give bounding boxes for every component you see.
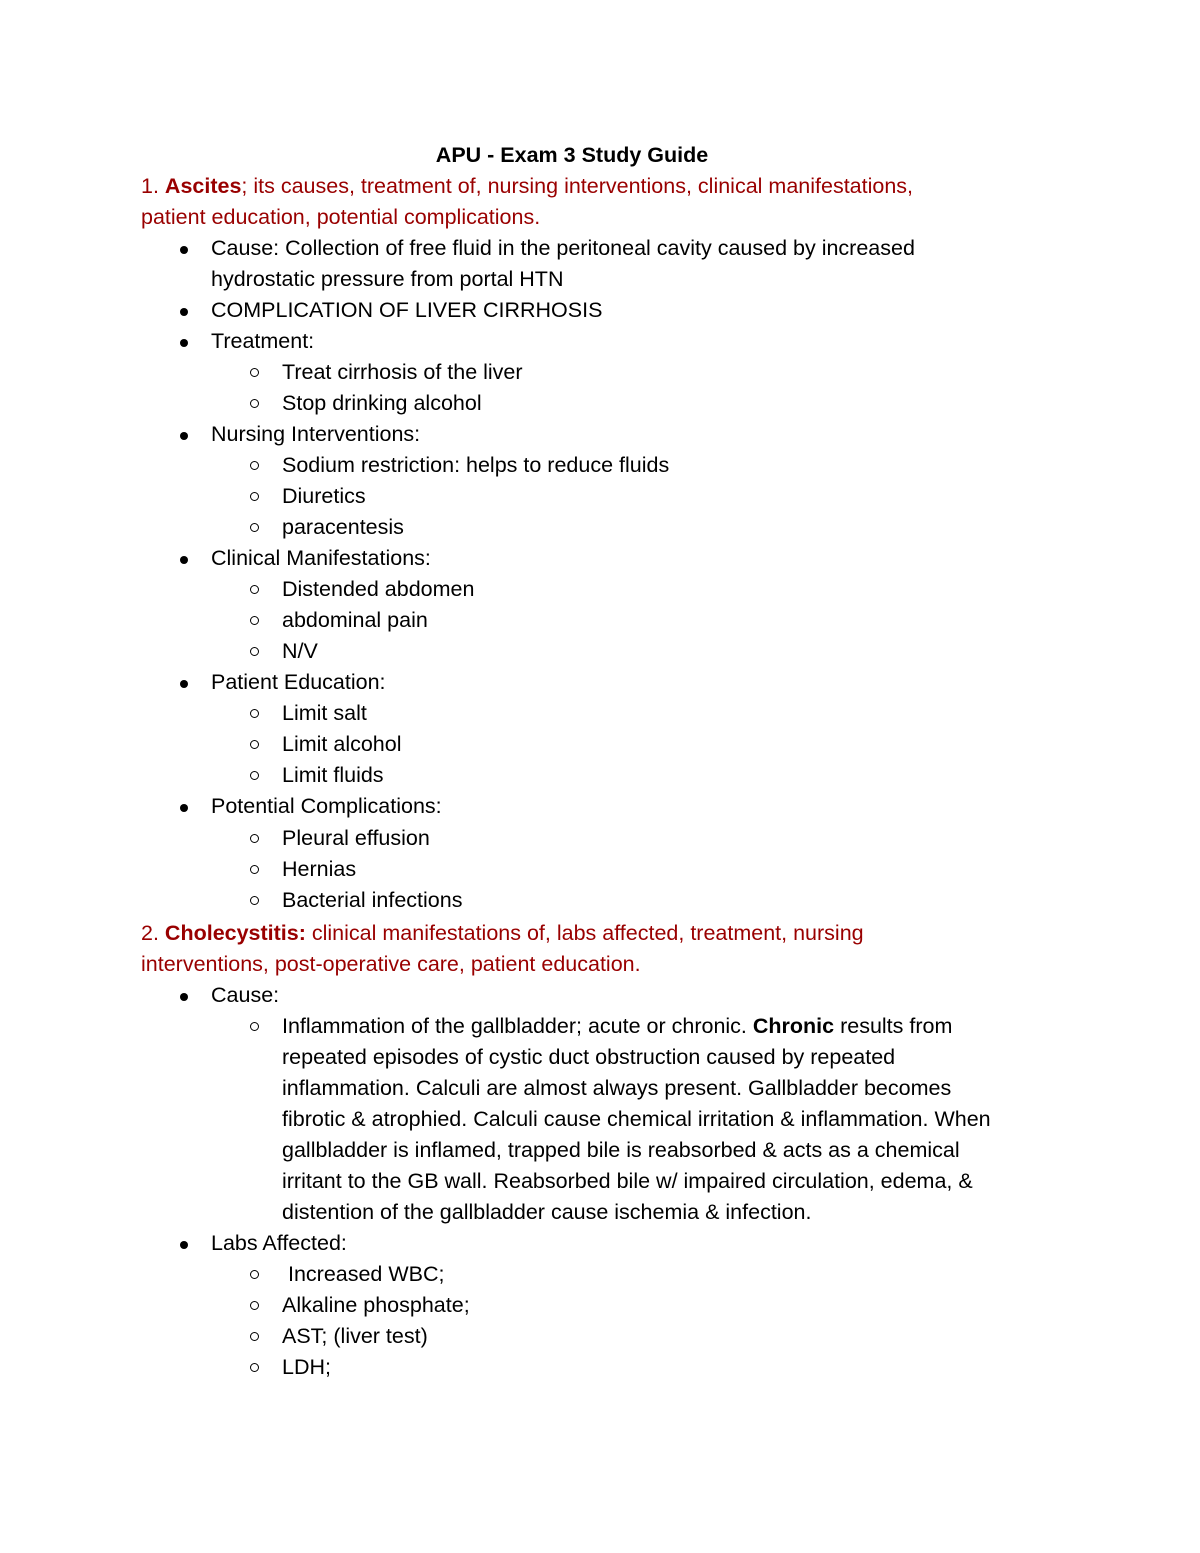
list-item: AST; (liver test) xyxy=(282,1324,428,1348)
circle-bullet-icon xyxy=(250,896,259,905)
list-item: Sodium restriction: helps to reduce fluids xyxy=(282,453,670,477)
s2-cause-bold: Chronic xyxy=(752,1014,835,1038)
circle-bullet-icon xyxy=(250,865,259,874)
s1-clinical-label: Clinical Manifestations: xyxy=(211,546,431,570)
s2-cause-line: repeated episodes of cystic duct obstruction caused by repeated xyxy=(282,1045,896,1069)
circle-bullet-icon xyxy=(250,1363,259,1372)
list-item: Increased WBC; xyxy=(282,1262,445,1286)
section2-heading xyxy=(141,918,864,949)
section1-heading xyxy=(141,171,913,202)
circle-bullet-icon xyxy=(250,1332,259,1341)
list-item: Limit salt xyxy=(282,701,367,725)
s2-cause-label: Cause: xyxy=(211,983,280,1007)
s1-cause-line1: Cause: Collection of free fluid in the peritoneal cavity caused by increased xyxy=(211,236,915,260)
s1-treatment-label: Treatment: xyxy=(211,329,315,353)
s1-education-label: Patient Education: xyxy=(211,670,386,694)
circle-bullet-icon xyxy=(250,461,259,470)
s2-cause-line: gallbladder is inflamed, trapped bile is reabsorbed & acts as a chemical xyxy=(282,1138,960,1162)
circle-bullet-icon xyxy=(250,585,259,594)
bullet-icon xyxy=(180,246,188,254)
list-item: Hernias xyxy=(282,857,357,881)
s2-cause-line: inflammation. Calculi are almost always present. Gallbladder becomes xyxy=(282,1076,952,1100)
bullet-icon xyxy=(180,339,188,347)
s2-cause-text-start: Inflammation of the gallbladder; acute or chronic. xyxy=(282,1014,753,1038)
s2-cause-line: distention of the gallbladder cause ischemia & infection. xyxy=(282,1200,812,1224)
section2-subtitle: clinical manifestations of, labs affected, treatment, nursing xyxy=(305,921,864,945)
s1-cause-line2: hydrostatic pressure from portal HTN xyxy=(211,267,564,291)
circle-bullet-icon xyxy=(250,523,259,532)
circle-bullet-icon xyxy=(250,492,259,501)
circle-bullet-icon xyxy=(250,399,259,408)
bullet-icon xyxy=(180,804,188,812)
bullet-icon xyxy=(180,432,188,440)
bullet-icon xyxy=(180,1241,188,1249)
list-item: Stop drinking alcohol xyxy=(282,391,482,415)
section2-number: 2. xyxy=(141,921,159,945)
s1-complications-label: Potential Complications: xyxy=(211,794,442,818)
circle-bullet-icon xyxy=(250,616,259,625)
circle-bullet-icon xyxy=(250,834,259,843)
circle-bullet-icon xyxy=(250,1270,259,1279)
s2-cause-line: fibrotic & atrophied. Calculi cause chemical irritation & inflammation. When xyxy=(282,1107,991,1131)
circle-bullet-icon xyxy=(250,368,259,377)
list-item: Bacterial infections xyxy=(282,888,463,912)
list-item: Limit fluids xyxy=(282,763,384,787)
list-item: Alkaline phosphate; xyxy=(282,1293,470,1317)
s2-cause-text-end: results from xyxy=(834,1014,953,1038)
list-item: Treat cirrhosis of the liver xyxy=(282,360,523,384)
list-item: abdominal pain xyxy=(282,608,428,632)
circle-bullet-icon xyxy=(250,709,259,718)
s2-labs-label: Labs Affected: xyxy=(211,1231,347,1255)
circle-bullet-icon xyxy=(250,1022,259,1031)
bullet-icon xyxy=(180,993,188,1001)
list-item: Distended abdomen xyxy=(282,577,475,601)
section2-title: Cholecystitis: xyxy=(164,921,306,945)
list-item: Pleural effusion xyxy=(282,826,430,850)
page-title: APU - Exam 3 Study Guide xyxy=(435,143,709,167)
list-item: N/V xyxy=(282,639,318,663)
list-item: LDH; xyxy=(282,1355,331,1379)
bullet-icon xyxy=(180,308,188,316)
section1-number: 1. xyxy=(141,174,159,198)
list-item: paracentesis xyxy=(282,515,404,539)
circle-bullet-icon xyxy=(250,1301,259,1310)
section2-subtitle-cont: interventions, post-operative care, patient education. xyxy=(141,952,641,976)
list-item: Limit alcohol xyxy=(282,732,402,756)
bullet-icon xyxy=(180,680,188,688)
section1-title: Ascites xyxy=(164,174,242,198)
section1-subtitle: ; its causes, treatment of, nursing interventions, clinical manifestations, xyxy=(241,174,914,198)
s1-complication: COMPLICATION OF LIVER CIRRHOSIS xyxy=(211,298,603,322)
s1-nursing-label: Nursing Interventions: xyxy=(211,422,421,446)
s2-cause-line: irritant to the GB wall. Reabsorbed bile w/ impaired circulation, edema, & xyxy=(282,1169,973,1193)
circle-bullet-icon xyxy=(250,771,259,780)
s2-cause-first-line xyxy=(282,1011,952,1042)
bullet-icon xyxy=(180,556,188,564)
list-item: Diuretics xyxy=(282,484,366,508)
section1-subtitle-cont: patient education, potential complications. xyxy=(141,205,541,229)
circle-bullet-icon xyxy=(250,647,259,656)
circle-bullet-icon xyxy=(250,740,259,749)
